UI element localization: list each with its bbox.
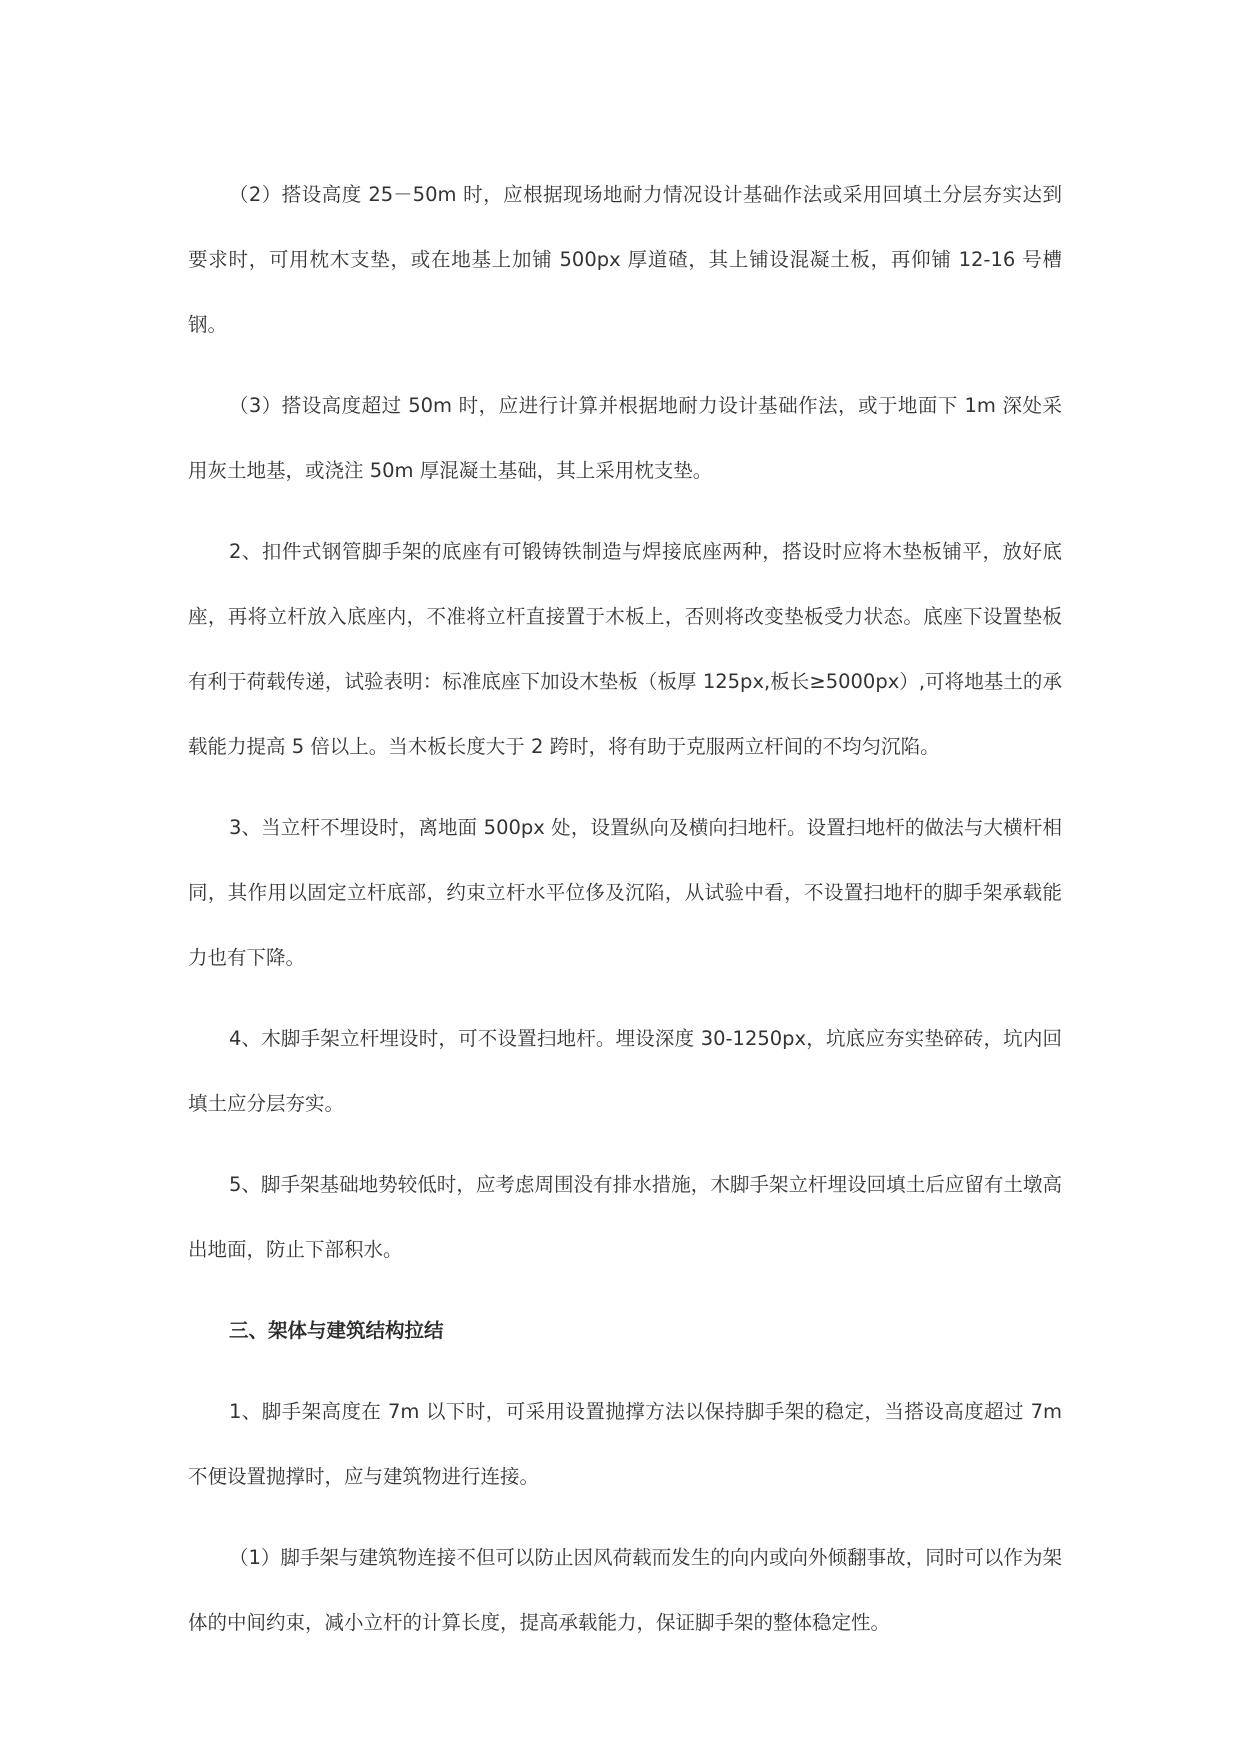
paragraph-foundation-25-50m: （2）搭设高度 25－50m 时，应根据现场地耐力情况设计基础作法或采用回填土分层夯实达到要求时，可用枕木支垫，或在地基上加铺 500px 厚道碴，其上铺设混凝土板，再仰铺 12-16 号槽钢。 — [188, 183, 1062, 336]
section-heading-tie: 三、架体与建筑结构拉结 — [228, 1319, 444, 1342]
paragraph-building-connection: （1）脚手架与建筑物连接不但可以防止因风荷载而发生的向内或向外倾翻事故，同时可以作为架体的中间约束，减小立杆的计算长度，提高承载能力，保证脚手架的整体稳定性。 — [188, 1546, 1062, 1634]
paragraph-drainage: 5、脚手架基础地势较低时，应考虑周围没有排水措施，木脚手架立杆埋设回填土后应留有土墩高出地面，防止下部积水。 — [188, 1173, 1062, 1261]
paragraph-wood-pole-embed: 4、木脚手架立杆埋设时，可不设置扫地杆。埋设深度 30-1250px，坑底应夯实垫碎砖，坑内回填土应分层夯实。 — [188, 1027, 1062, 1115]
paragraph-sweep-rod: 3、当立杆不埋设时，离地面 500px 处，设置纵向及横向扫地杆。设置扫地杆的做法与大横杆相同，其作用以固定立杆底部，约束立杆水平位侈及沉陷，从试验中看，不设置扫地杆的脚手架承载能力也有下降。 — [188, 816, 1062, 969]
paragraph-height-7m: 1、脚手架高度在 7m 以下时，可采用设置抛撑方法以保持脚手架的稳定，当搭设高度超过 7m 不便设置抛撑时，应与建筑物进行连接。 — [188, 1400, 1062, 1488]
paragraph-foundation-over-50m: （3）搭设高度超过 50m 时，应进行计算并根据地耐力设计基础作法，或于地面下 1m 深处采用灰土地基，或浇注 50m 厚混凝土基础，其上采用枕支垫。 — [188, 394, 1062, 482]
paragraph-base-plate: 2、扣件式钢管脚手架的底座有可锻铸铁制造与焊接底座两种，搭设时应将木垫板铺平，放好底座，再将立杆放入底座内，不准将立杆直接置于木板上，否则将改变垫板受力状态。底座下设置垫板有利于荷载传递，试验表明：标准底座下加设木垫板（板厚 125px,板长≥5000px）,可将地基土的承载能力提高 5 倍以上。当木板长度大于 2 跨时，将有助于克服两立杆间的不均匀沉陷。 — [188, 540, 1062, 758]
document-body — [188, 162, 1062, 1671]
